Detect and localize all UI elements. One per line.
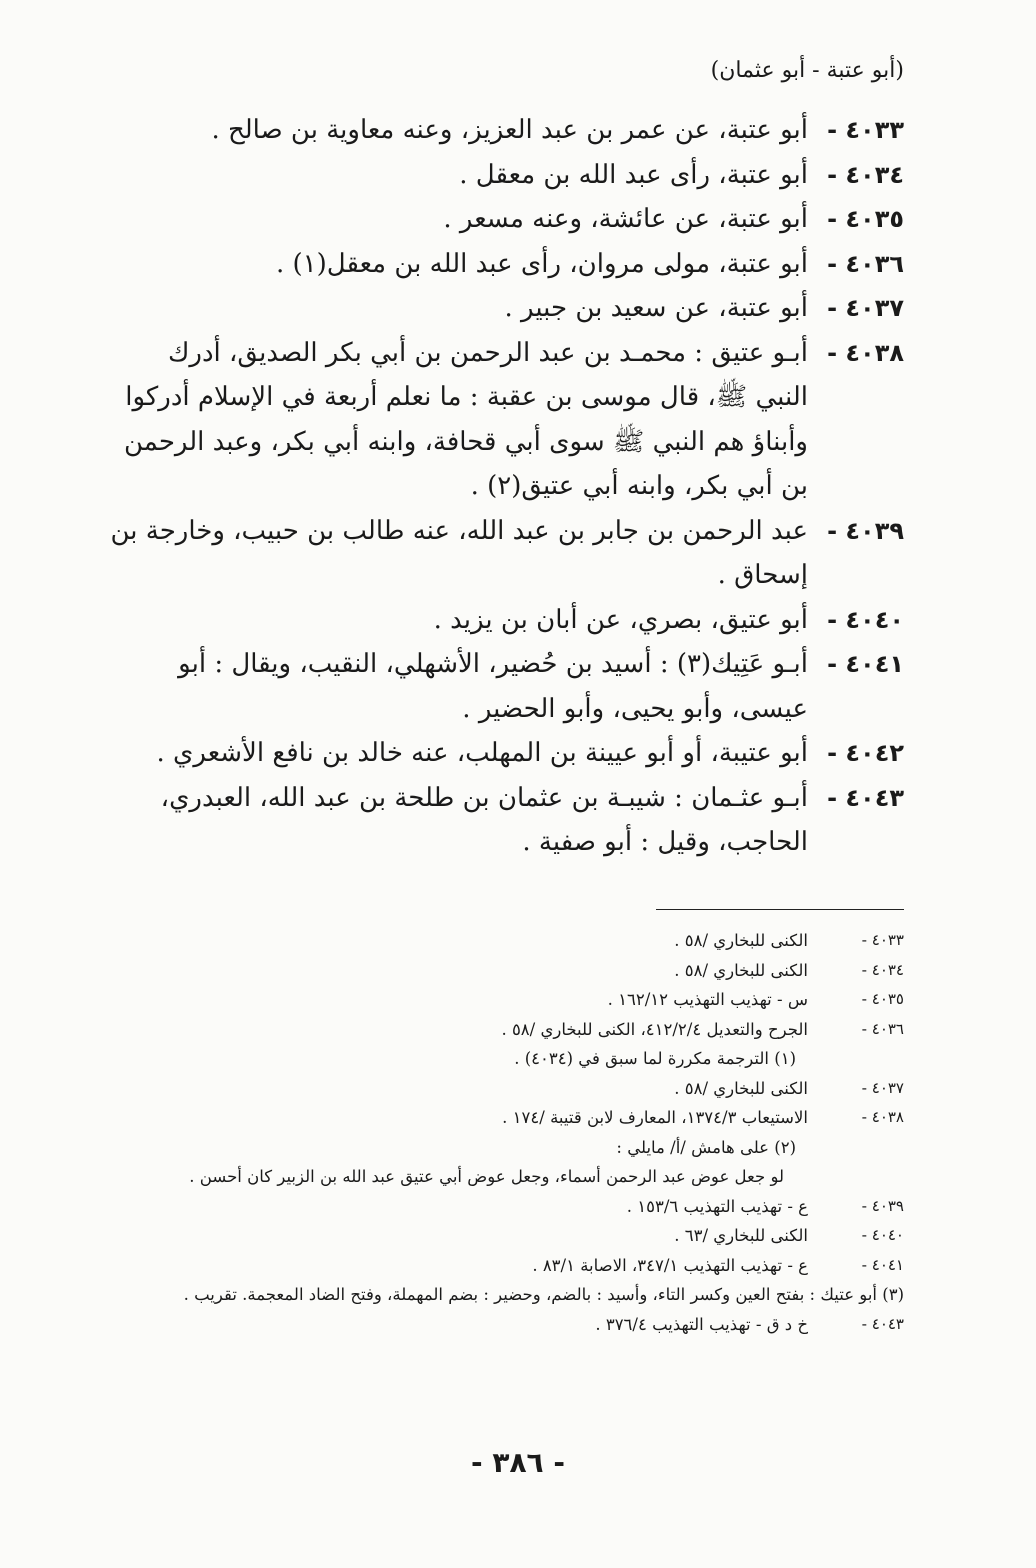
footnote-text: الكنى للبخاري /٥٨ . (674, 931, 808, 950)
entry-4035 (109, 197, 904, 242)
footnote-text: س - تهذيب التهذيب ١٦٢/١٢ . (607, 990, 808, 1009)
entry-number: ٤٠٤٣ - (827, 783, 904, 812)
entry-number: ٤٠٣٨ - (827, 338, 904, 367)
footnote-number: ٤٠٣٣ - (861, 931, 904, 949)
entries-list (109, 108, 904, 865)
footnote-4035 (119, 985, 904, 1015)
footnote-remark-1 (119, 1044, 904, 1074)
footnote-number: ٤٠٣٦ - (861, 1019, 904, 1038)
entry-text: أبو عتبة، عن عمر بن عبد العزيز، وعنه معاوية بن صالح . (211, 115, 808, 145)
running-header: (أبو عتبة - أبو عثمان) (710, 58, 904, 83)
footnote-number: ٤٠٣٤ - (861, 960, 904, 979)
footnote-text: الكنى للبخاري /٥٨ . (674, 1078, 808, 1098)
footnote-4043 (119, 1310, 904, 1340)
footnote-4039 (119, 1192, 904, 1222)
footnote-number-spacer (808, 1133, 904, 1163)
entry-text: أبو عتبة، عن عائشة، وعنه مسعر . (443, 204, 808, 234)
entry-4037 (109, 286, 904, 331)
footnote-text: الكنى للبخاري /٥٨ . (674, 960, 808, 980)
entry-number: ٤٠٣٣ - (827, 116, 904, 144)
footnote-text: (٢) على هامش /أ/ مايلي : (616, 1137, 796, 1157)
footnote-number-spacer (808, 1044, 904, 1074)
footnote-text: خ د ق - تهذيب التهذيب ٣٧٦/٤ . (595, 1314, 808, 1334)
footnote-number: ٤٠٣٨ - (861, 1108, 904, 1126)
footnote-4036 (119, 1015, 904, 1045)
entry-text: أبـو عَتِيك(٣) : أسيد بن حُضير، الأشهلي، النقيب، ويقال : أبو عيسى، وأبو يحيى، وأبو الحضير . (178, 649, 808, 724)
entry-number: ٤٠٤٢ - (827, 739, 904, 767)
entry-4043 (109, 776, 904, 865)
footnote-4041 (119, 1251, 904, 1281)
entry-text: أبو عتبة، مولى مروان، رأى عبد الله بن معقل(١) . (275, 248, 808, 279)
footnote-text: لو جعل عوض عبد الرحمن أسماء، وجعل عوض أبي عتيق عبد الله بن الزبير كان أحسن . (189, 1167, 784, 1186)
footnote-text: (١) الترجمة مكررة لما سبق في (٤٠٣٤) . (514, 1049, 796, 1068)
entry-4034 (109, 153, 904, 198)
footnote-4037 (119, 1074, 904, 1104)
footnote-remark-2-quote (119, 1162, 904, 1192)
footnote-text: (٣) أبو عتيك : بفتح العين وكسر التاء، وأسيد : بالضم، وحضير : بضم المهملة، وفتح الضاد المعجمة. تقريب . (183, 1285, 904, 1304)
entry-number: ٤٠٣٧ - (827, 294, 904, 322)
entry-number: ٤٠٣٥ - (827, 205, 904, 233)
entry-4041 (109, 642, 904, 731)
entry-text: أبو عتبة، عن سعيد بن جبير . (504, 293, 808, 323)
entry-4033 (109, 108, 904, 153)
entry-4036 (109, 242, 904, 287)
footnote-remark-2 (119, 1133, 904, 1163)
entry-number: ٤٠٤١ - (827, 650, 904, 678)
footnote-remark-3 (119, 1280, 904, 1310)
footnotes (119, 926, 904, 1339)
footnote-text: ع - تهذيب التهذيب ١٥٣/٦ . (626, 1196, 808, 1216)
entry-text: أبو عتيق، بصري، عن أبان بن يزيد . (433, 604, 808, 635)
entry-4038 (109, 331, 904, 509)
footnote-text: الاستيعاب ١٣٧٤/٣، المعارف لابن قتيبة /١٧٤ . (502, 1108, 808, 1127)
entry-number: ٤٠٤٠ - (827, 605, 904, 634)
footnote-number: ٤٠٤٠ - (861, 1226, 904, 1244)
entry-4042 (109, 731, 904, 776)
footnote-4040 (119, 1221, 904, 1251)
footnote-number: ٤٠٣٥ - (861, 990, 904, 1008)
footnote-4033 (119, 926, 904, 956)
footnote-4038 (119, 1103, 904, 1133)
footnote-divider (656, 909, 904, 910)
entry-text: عبد الرحمن بن جابر بن عبد الله، عنه طالب بن حبيب، وخارجة بن إسحاق . (110, 515, 808, 590)
footnote-text: الكنى للبخاري /٦٣ . (674, 1226, 808, 1245)
footnote-number: ٤٠٤١ - (861, 1255, 904, 1274)
entry-number: ٤٠٣٦ - (827, 249, 904, 278)
entry-4039 (109, 509, 904, 598)
footnote-number: ٤٠٤٣ - (861, 1314, 904, 1333)
entry-number: ٤٠٣٩ - (827, 516, 904, 545)
page-number: - ٣٨٦ - (470, 1446, 566, 1479)
entry-text: أبـو عتيق : محمـد بن عبد الرحمن بن أبي بكر الصديق، أدرك النبي ﷺ، قال موسى بن عقبة : ما نعلم أربعة في الإسلام أدركوا وأبناؤ هم النبي ﷺ سوى أبي قحافة، وابنه أبي بكر، وعبد الرحمن بن أبي بكر، وابنه أبي عتيق(٢) . (124, 337, 808, 501)
footnote-text: الجرح والتعديل ٤١٢/٢/٤، الكنى للبخاري /٥٨ . (501, 1019, 808, 1039)
footnote-number: ٤٠٣٩ - (861, 1196, 904, 1215)
entry-text: أبـو عثـمان : شيبـة بن عثمان بن طلحة بن عبد الله، العبدري، الحاجب، وقيل : أبو صفية . (160, 782, 808, 857)
entry-number: ٤٠٣٤ - (827, 160, 904, 189)
footnote-4034 (119, 956, 904, 986)
entry-4040 (109, 598, 904, 643)
entry-text: أبو عتيبة، أو أبو عيينة بن المهلب، عنه خالد بن نافع الأشعري . (156, 738, 808, 768)
footnote-number-spacer (808, 1162, 904, 1192)
footnote-number: ٤٠٣٧ - (861, 1078, 904, 1097)
entry-text: أبو عتبة، رأى عبد الله بن معقل . (459, 159, 808, 190)
footnote-text: ع - تهذيب التهذيب ٣٤٧/١، الاصابة ٨٣/١ . (532, 1255, 808, 1275)
